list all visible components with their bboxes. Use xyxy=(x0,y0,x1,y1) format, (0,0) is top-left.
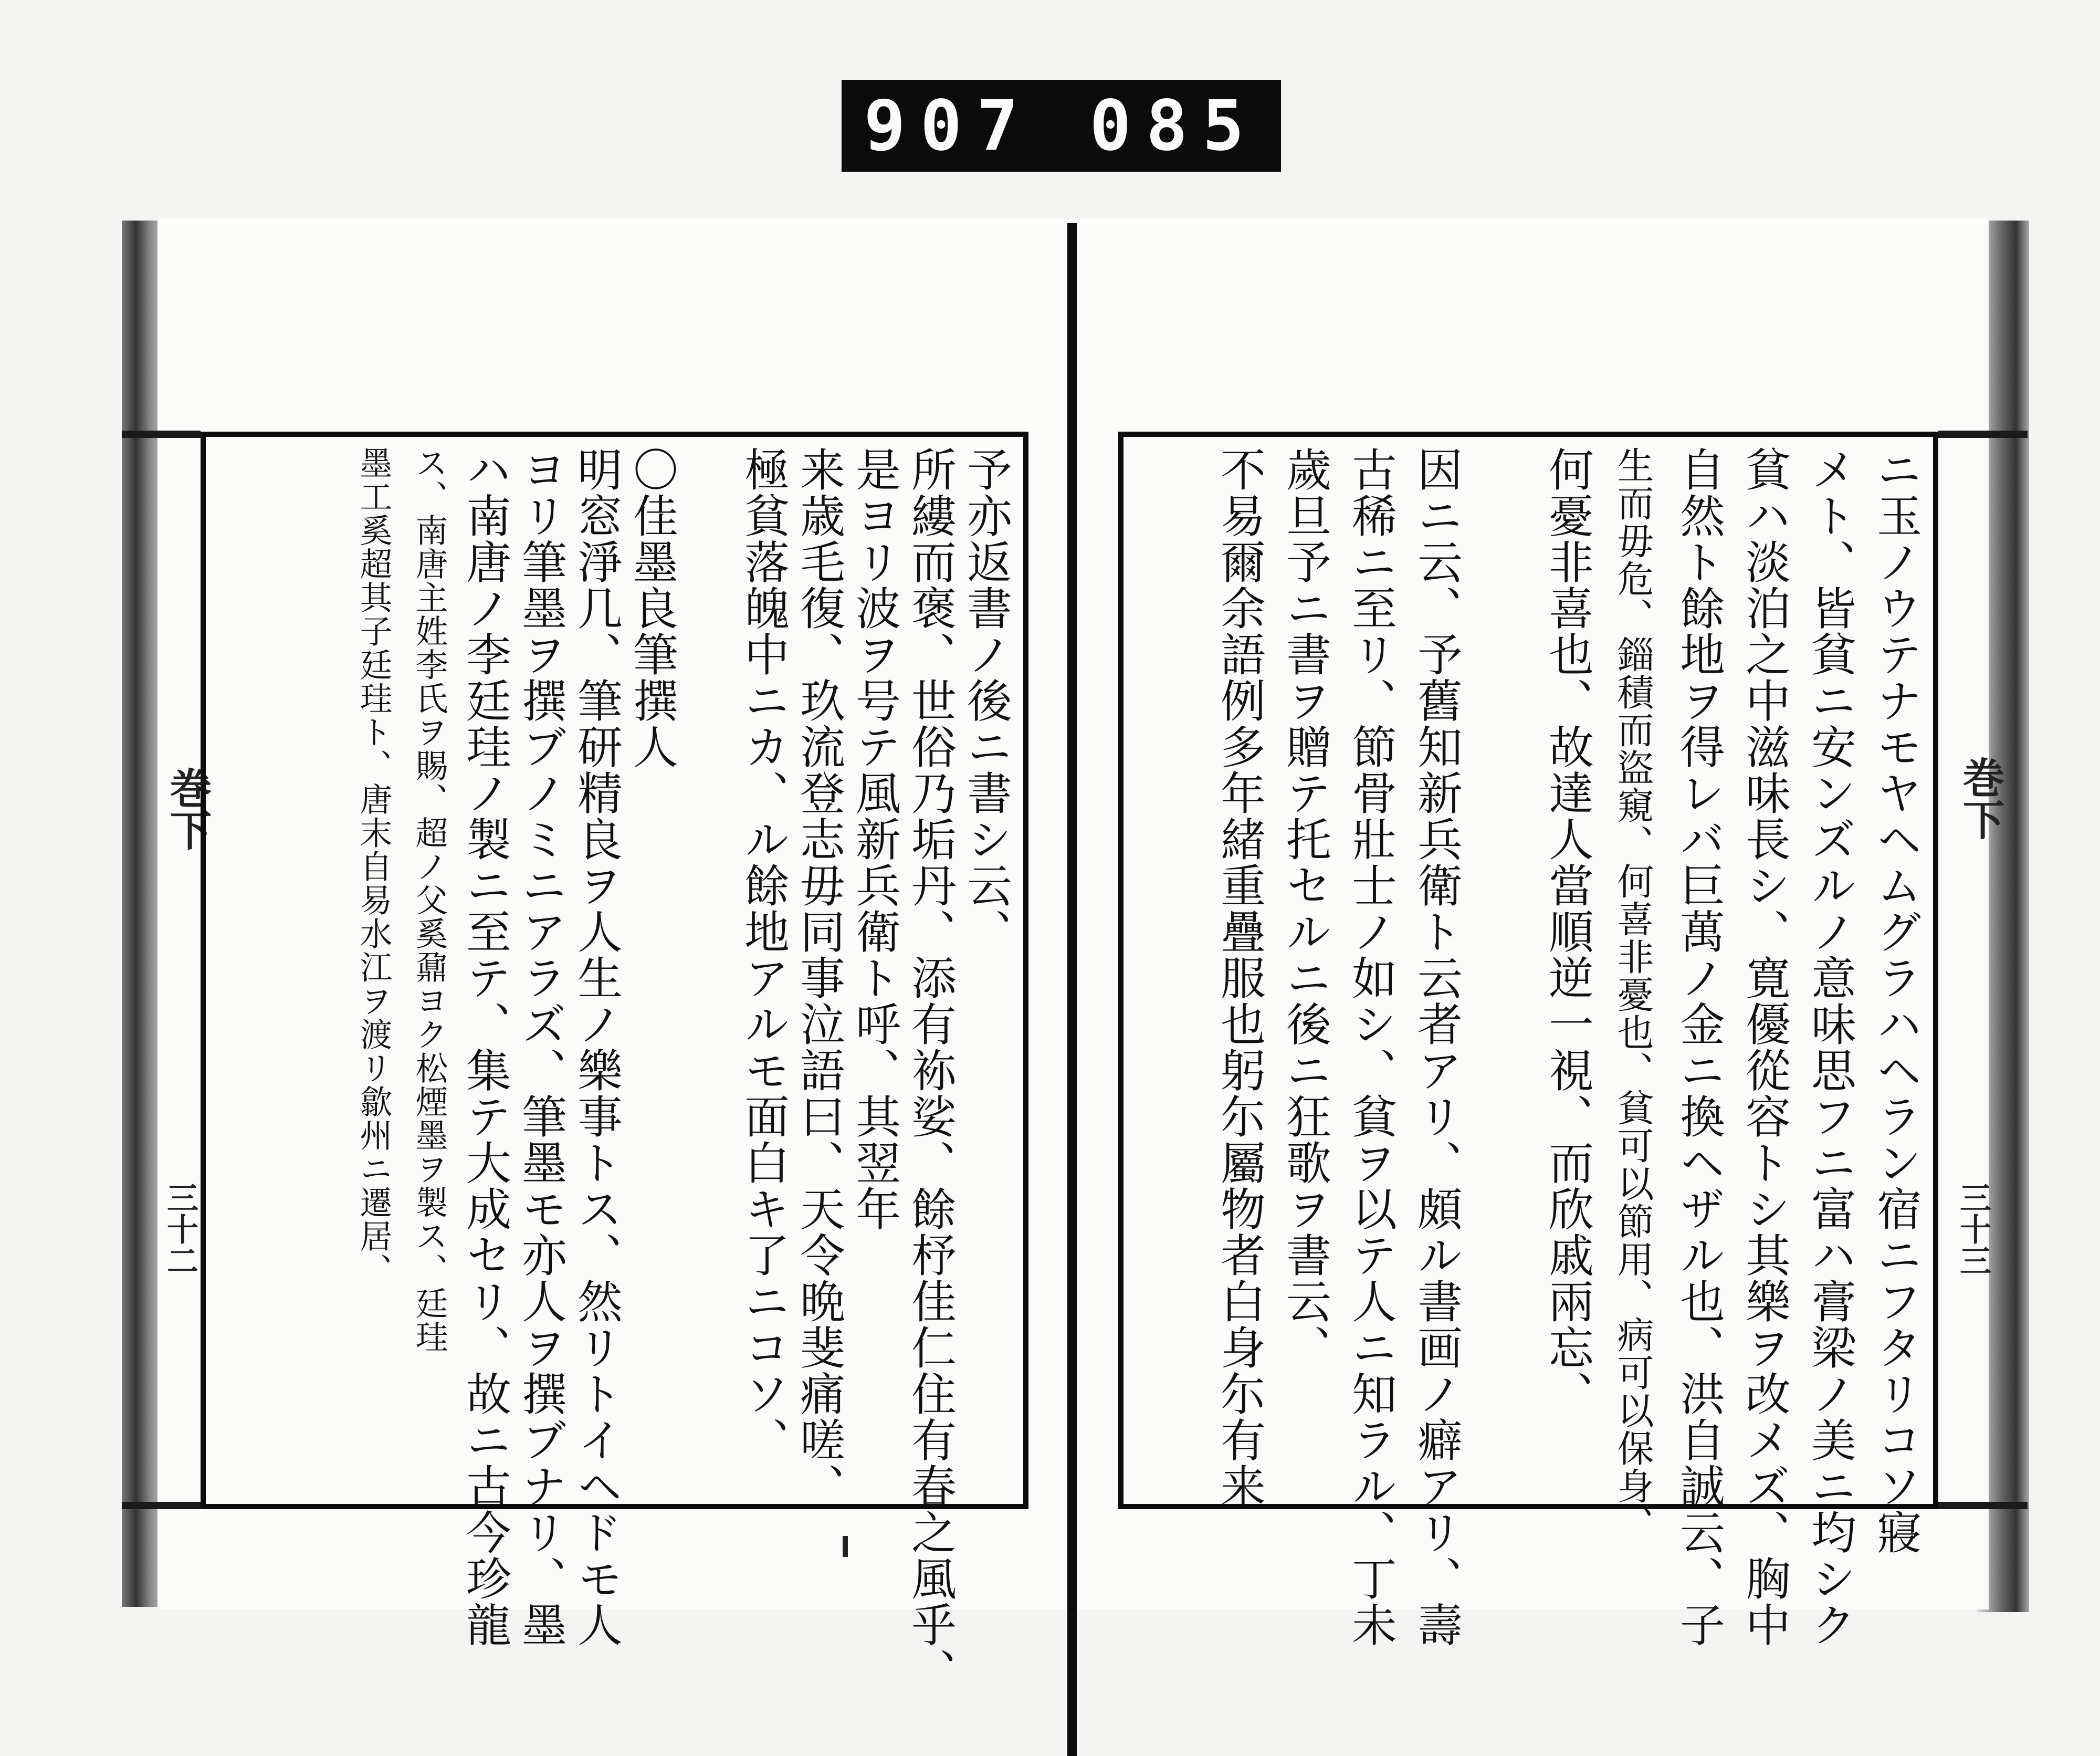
text-column: ス、南唐主姓李氏ヲ賜、超ノ父奚鼐ヨク松煙墨ヲ製ス、廷珪 xyxy=(410,446,448,1354)
text-column: 古稀ニ至リ、節骨壯士ノ如シ、貧ヲ以テ人ニ知ラル、丁未 xyxy=(1344,446,1396,1648)
text-column: ニ玉ノウテナモヤヘムグラハヘラン宿ニフタリコソ寢 xyxy=(1869,446,1922,1555)
binding-thread-right-top xyxy=(1938,431,2028,438)
text-column: 歲旦予ニ書ヲ贈テ托セルニ後ニ狂歌ヲ書云、 xyxy=(1278,446,1331,1371)
text-column: 予亦返書ノ後ニ書シ云、 xyxy=(959,446,1012,955)
right-text-block xyxy=(1118,432,1938,1648)
text-column: 来歳毛復、玖流登志毋同事泣語曰、天令晩斐痛嗟、 xyxy=(792,446,845,1509)
text-column: 是ヨリ波ヲ号テ風新兵衛ト呼、其翌年 xyxy=(848,446,900,1232)
left-margin-tab: 巻下 xyxy=(163,767,212,851)
left-text-block xyxy=(201,432,1028,1694)
binding-thread-left-top xyxy=(122,431,201,438)
text-column: 明窓淨几、筆研精良ヲ人生ノ樂事トス、然リトイヘドモ人 xyxy=(570,446,622,1648)
text-column: 生而毋危、錙積而盜窺、何喜非憂也、貧可以節用、病可以保身、 xyxy=(1611,446,1654,1543)
text-column-blank xyxy=(678,446,733,1494)
text-column: 貧ハ淡泊之中滋味長シ、寛優從容トシ其樂ヲ改メズ、胸中 xyxy=(1738,446,1790,1648)
book-gutter xyxy=(1067,223,1077,1756)
text-column: 極貧落魄中ニカ、ル餘地アルモ面白キ了ニコソ、 xyxy=(737,446,789,1463)
text-column: 何憂非喜也、故達人當順逆一視、而欣戚兩忘、 xyxy=(1541,446,1593,1417)
section-heading: 〇佳墨良筆撰人 xyxy=(625,446,678,770)
binding-thread-right-bottom xyxy=(1938,1502,2028,1509)
frame-number-label: 907 085 xyxy=(842,80,1281,172)
left-folio-number: 三十二 xyxy=(162,1182,198,1276)
text-column: 因ニ云、予舊知新兵衛ト云者アリ、頗ル書画ノ癖アリ、壽 xyxy=(1410,446,1462,1648)
right-margin-tab: 巻下 xyxy=(1956,756,2005,840)
right-folio-number: 三十三 xyxy=(1955,1182,1991,1276)
text-column: メト、皆貧ニ安ンズルノ意味思フニ富ハ膏梁ノ美ニ均シク xyxy=(1803,446,1856,1648)
text-column: ハ南唐ノ李廷珪ノ製ニ至テ、集テ大成セリ、故ニ古今珍龍 xyxy=(458,446,511,1648)
text-column: 所縷而褒、世俗乃垢丹、添有袮娑、餘杼佳仁住有春之風乎、 xyxy=(904,446,956,1694)
ink-speck xyxy=(843,1536,848,1557)
text-column: 不易爾余語例多年緒重疊服也躬尓屬物者白身尓有来 xyxy=(1213,446,1265,1509)
text-column: 墨工奚超其子廷珪ト、唐末自易水江ヲ渡リ歙州ニ遷居、 xyxy=(354,446,393,1287)
text-column: ヨリ筆墨ヲ撰ブノミニアラズ、筆墨モ亦人ヲ撰ブナリ、墨 xyxy=(514,446,566,1648)
text-column-blank xyxy=(1462,446,1528,1494)
binding-thread-left-bottom xyxy=(122,1502,201,1509)
text-column: 自然ト餘地ヲ得レバ巨萬ノ金ニ換ヘザル也、洪自誠云、子 xyxy=(1672,446,1725,1648)
